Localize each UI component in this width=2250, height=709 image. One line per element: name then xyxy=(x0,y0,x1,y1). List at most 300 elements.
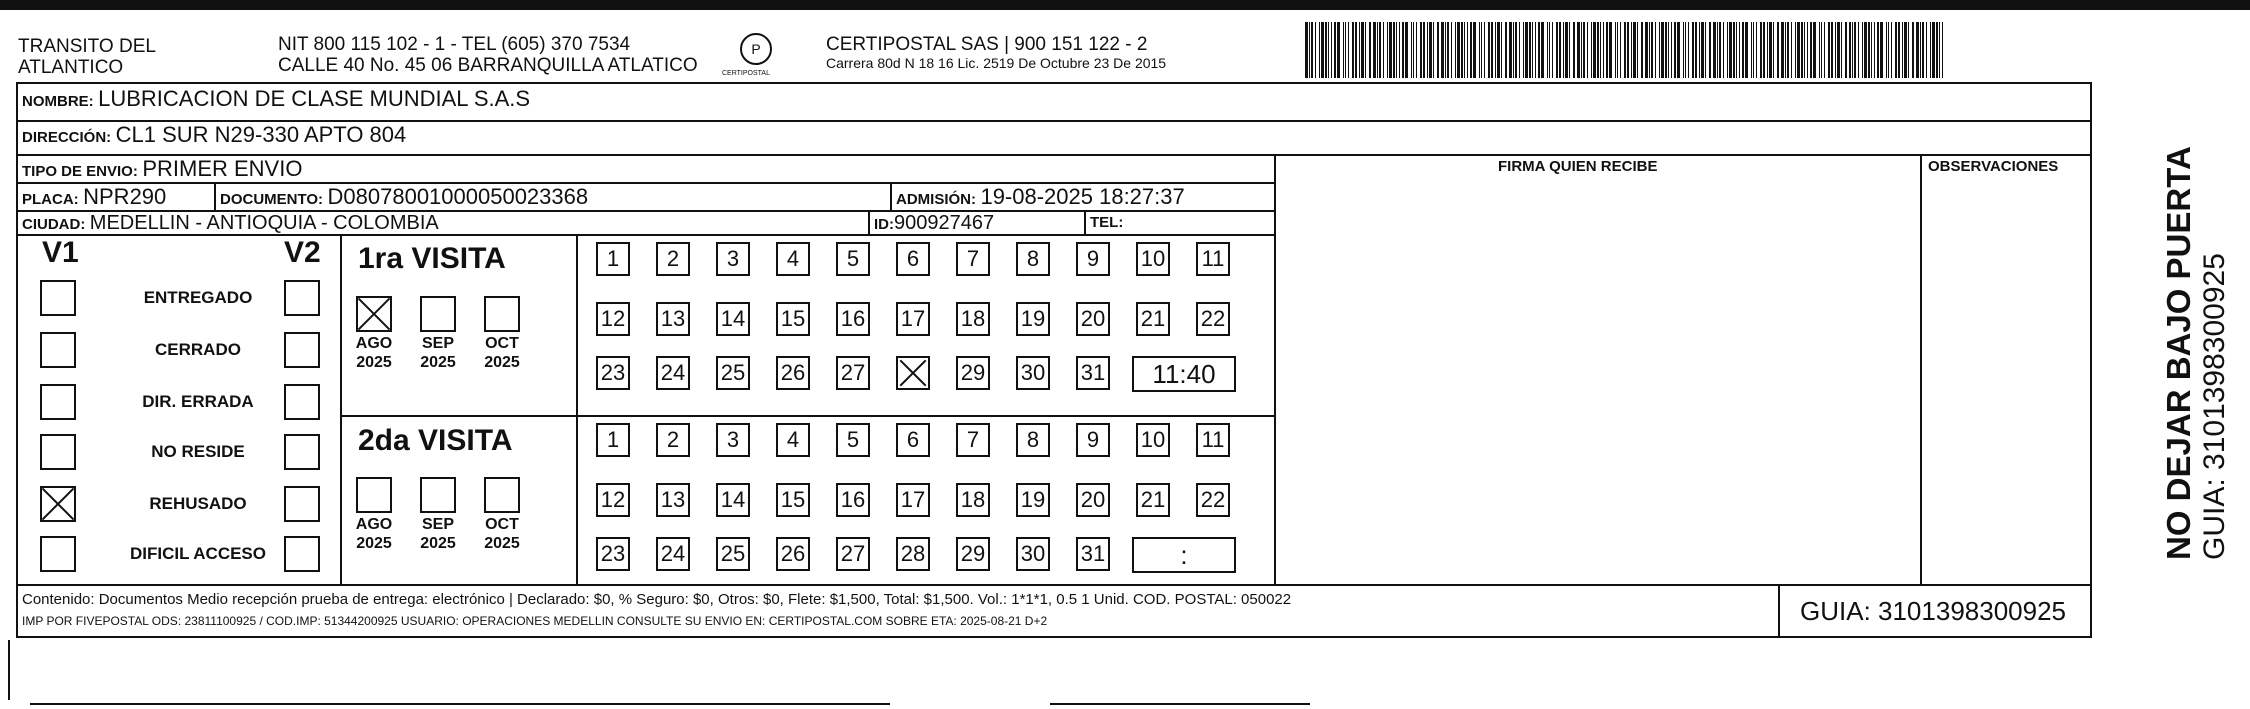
tipo-label: TIPO DE ENVIO: xyxy=(22,163,138,180)
second-day-17[interactable]: 17 xyxy=(896,483,930,517)
barcode-bar xyxy=(1633,22,1636,78)
barcode-bar xyxy=(1769,22,1772,78)
barcode-bar xyxy=(1348,22,1349,78)
first-day-20[interactable]: 20 xyxy=(1076,302,1110,336)
barcode-bar xyxy=(1874,22,1875,78)
barcode-bar xyxy=(1505,22,1507,78)
second-day-14[interactable]: 14 xyxy=(716,483,750,517)
barcode-bar xyxy=(1671,22,1672,78)
barcode-bar xyxy=(1651,22,1653,78)
barcode-bar xyxy=(1835,22,1836,78)
barcode-bar xyxy=(1627,22,1629,78)
barcode-bar xyxy=(1751,22,1752,78)
first-day-24[interactable]: 24 xyxy=(656,356,690,390)
barcode-bar xyxy=(1389,22,1392,78)
second-day-16[interactable]: 16 xyxy=(836,483,870,517)
second-day-26[interactable]: 26 xyxy=(776,537,810,571)
imp-line: IMP POR FIVEPOSTAL ODS: 23811100925 / COD.IMP: 51344200925 USUARIO: OPERACIONES MEDELLIN CONSULTE SU ENVIO EN: CERTIPOSTAL.COM SOBRE ETA: 2025-08-21 D+2 xyxy=(22,614,1048,628)
documento-value: D08078001000050023368 xyxy=(327,184,589,209)
first-day-30[interactable]: 30 xyxy=(1016,356,1050,390)
barcode-bar xyxy=(1831,22,1833,78)
v1-label: V1 xyxy=(42,236,79,269)
barcode-bar xyxy=(1880,22,1883,78)
barcode-bar xyxy=(1745,22,1748,78)
second-day-25[interactable]: 25 xyxy=(716,537,750,571)
barcode-bar xyxy=(1491,22,1493,78)
barcode-bar xyxy=(1677,22,1680,78)
first-day-25[interactable]: 25 xyxy=(716,356,750,390)
first-day-14[interactable]: 14 xyxy=(716,302,750,336)
barcode-bar xyxy=(1787,22,1789,78)
barcode-bar xyxy=(1467,22,1468,78)
barcode-bar xyxy=(1334,22,1336,78)
barcode-bar xyxy=(1573,22,1575,78)
barcode-bar xyxy=(1311,22,1313,78)
barcode-bar xyxy=(1535,22,1536,78)
v1-checkbox-3[interactable] xyxy=(40,434,76,470)
barcode-bar xyxy=(1904,22,1907,78)
v1-checkbox-0[interactable] xyxy=(40,280,76,316)
barcode-bar xyxy=(1617,22,1618,78)
barcode-bar xyxy=(1932,22,1935,78)
v1-checkbox-2[interactable] xyxy=(40,384,76,420)
barcode-bar xyxy=(1736,22,1737,78)
second-day-5[interactable]: 5 xyxy=(836,423,870,457)
barcode-bar xyxy=(1868,22,1870,78)
barcode-bar xyxy=(1319,22,1320,78)
firma-label: FIRMA QUIEN RECIBE xyxy=(1498,158,1658,175)
barcode-bar xyxy=(1606,22,1608,78)
courier-info xyxy=(826,34,1166,71)
first-day-6[interactable]: 6 xyxy=(896,242,930,276)
second-day-29[interactable]: 29 xyxy=(956,537,990,571)
barcode-bar xyxy=(1328,22,1329,78)
barcode-bar xyxy=(1797,22,1800,78)
second-day-10[interactable]: 10 xyxy=(1136,423,1170,457)
second-month-label-sep: SEP 2025 xyxy=(420,516,456,552)
barcode-bar xyxy=(1479,22,1480,78)
admision-label: ADMISIÓN: xyxy=(896,191,976,208)
first-day-15[interactable]: 15 xyxy=(776,302,810,336)
barcode-bar xyxy=(1795,22,1796,78)
second-day-7[interactable]: 7 xyxy=(956,423,990,457)
first-day-31[interactable]: 31 xyxy=(1076,356,1110,390)
first-day-2[interactable]: 2 xyxy=(656,242,690,276)
barcode-bar xyxy=(1396,22,1397,78)
second-day-6[interactable]: 6 xyxy=(896,423,930,457)
second-visit-time[interactable]: : xyxy=(1132,537,1236,573)
placa-label: PLACA: xyxy=(22,191,79,208)
barcode-bar xyxy=(1641,22,1643,78)
barcode-bar xyxy=(1402,22,1404,78)
barcode-bar xyxy=(1593,22,1596,78)
barcode-bar xyxy=(1688,22,1689,78)
barcode-bar xyxy=(1849,22,1852,78)
first-day-17[interactable]: 17 xyxy=(896,302,930,336)
barcode-bar xyxy=(1930,22,1931,78)
nombre-label: NOMBRE: xyxy=(22,93,94,110)
second-day-28[interactable]: 28 xyxy=(896,537,930,571)
barcode-bar xyxy=(1547,22,1548,78)
first-day-11[interactable]: 11 xyxy=(1196,242,1230,276)
barcode-bar xyxy=(1600,22,1601,78)
first-day-23[interactable]: 23 xyxy=(596,356,630,390)
first-month-label-ago: AGO 2025 xyxy=(355,335,393,371)
second-day-19[interactable]: 19 xyxy=(1016,483,1050,517)
barcode-bar xyxy=(1695,22,1697,78)
barcode-bar xyxy=(1862,22,1863,78)
barcode-bar xyxy=(1791,22,1792,78)
second-day-20[interactable]: 20 xyxy=(1076,483,1110,517)
first-day-7[interactable]: 7 xyxy=(956,242,990,276)
barcode-bar xyxy=(1871,22,1872,78)
barcode-bar xyxy=(1411,22,1412,78)
v2-checkbox-4[interactable] xyxy=(284,486,320,522)
barcode-bar xyxy=(1845,22,1847,78)
first-day-28[interactable] xyxy=(896,356,930,390)
second-month-checkbox-ago[interactable] xyxy=(356,477,392,513)
barcode-bar xyxy=(1674,22,1676,78)
barcode-bar xyxy=(1701,22,1704,78)
first-visit-time[interactable]: 11:40 xyxy=(1132,356,1236,392)
barcode-bar xyxy=(1399,22,1400,78)
barcode-bar xyxy=(1387,22,1388,78)
barcode-bar xyxy=(1858,22,1859,78)
ciudad-value: MEDELLIN - ANTIOQUIA - COLOMBIA xyxy=(89,212,439,234)
barcode-bar xyxy=(1828,22,1830,78)
second-day-24[interactable]: 24 xyxy=(656,537,690,571)
second-day-1[interactable]: 1 xyxy=(596,423,630,457)
top-border xyxy=(0,0,2250,10)
direccion-label: DIRECCIÓN: xyxy=(22,129,112,146)
id-value: 900927467 xyxy=(894,212,995,234)
first-month-label-sep: SEP 2025 xyxy=(420,335,456,371)
certipostal-logo-icon: P xyxy=(740,33,772,65)
first-day-1[interactable]: 1 xyxy=(596,242,630,276)
second-day-22[interactable]: 22 xyxy=(1196,483,1230,517)
barcode-bar xyxy=(1685,22,1686,78)
barcode-bar xyxy=(1457,22,1460,78)
barcode-bar xyxy=(1523,22,1524,78)
barcode-bar xyxy=(1615,22,1616,78)
barcode-bar xyxy=(1936,22,1938,78)
second-day-13[interactable]: 13 xyxy=(656,483,690,517)
tipo-value: PRIMER ENVIO xyxy=(142,156,303,181)
second-visit-label: 2da VISITA xyxy=(358,424,513,457)
barcode-bar xyxy=(1777,22,1779,78)
barcode-bar xyxy=(1801,22,1803,78)
barcode-bar xyxy=(1433,22,1434,78)
barcode-bar xyxy=(1908,22,1909,78)
status-label-3: NO RESIDE xyxy=(151,442,245,461)
logo-caption: CERTIPOSTAL xyxy=(722,70,770,77)
content-line: Contenido: Documentos Medio recepción prueba de entrega: electrónico | Declarado: $0, % Seguro: $0, Otros: $0, Flete: $1,500, Total: $1,500. Vol.: 1*1*1, 0.5 1 Unid. COD. POSTAL: 050022 xyxy=(22,591,1292,608)
barcode-bar xyxy=(1620,22,1621,78)
barcode-bar xyxy=(1587,22,1588,78)
barcode-bar xyxy=(1891,22,1892,78)
barcode-bar xyxy=(1864,22,1867,78)
barcode-bar xyxy=(1597,22,1599,78)
side-guia-number: GUIA: 3101398300925 xyxy=(2198,253,2231,560)
barcode-bar xyxy=(1699,22,1700,78)
barcode-bar xyxy=(1763,22,1765,78)
first-month-label-oct: OCT 2025 xyxy=(484,335,520,371)
first-month-checkbox-sep[interactable] xyxy=(420,296,456,332)
barcode-bar xyxy=(1352,22,1354,78)
second-month-checkbox-oct[interactable] xyxy=(484,477,520,513)
v2-label: V2 xyxy=(284,236,321,269)
first-day-21[interactable]: 21 xyxy=(1136,302,1170,336)
barcode-bar xyxy=(1603,22,1604,78)
barcode-bar xyxy=(1470,22,1472,78)
guia-number: GUIA: 3101398300925 xyxy=(1800,596,2066,626)
delivery-form xyxy=(16,82,2092,638)
barcode-bar xyxy=(1895,22,1897,78)
second-day-30[interactable]: 30 xyxy=(1016,537,1050,571)
v2-checkbox-1[interactable] xyxy=(284,332,320,368)
tel-label: TEL: xyxy=(1090,214,1124,231)
barcode-bar xyxy=(1445,22,1446,78)
barcode-bar xyxy=(1437,22,1439,78)
barcode-bar xyxy=(1563,22,1564,78)
second-month-checkbox-sep[interactable] xyxy=(420,477,456,513)
second-day-31[interactable]: 31 xyxy=(1076,537,1110,571)
barcode-bar xyxy=(1501,22,1502,78)
barcode-bar xyxy=(1719,22,1721,78)
barcode-bar xyxy=(1609,22,1612,78)
barcode-bar xyxy=(1369,22,1371,78)
first-day-19[interactable]: 19 xyxy=(1016,302,1050,336)
status-label-0: ENTREGADO xyxy=(143,288,253,307)
barcode-bar xyxy=(1723,22,1724,78)
barcode-bar xyxy=(1926,22,1927,78)
first-day-4[interactable]: 4 xyxy=(776,242,810,276)
barcode-bar xyxy=(1661,22,1664,78)
barcode-bar xyxy=(1824,22,1825,78)
barcode-bar xyxy=(1451,22,1452,78)
status-label-2: DIR. ERRADA xyxy=(142,392,254,411)
second-day-15[interactable]: 15 xyxy=(776,483,810,517)
first-day-27[interactable]: 27 xyxy=(836,356,870,390)
bottom-line-1 xyxy=(30,703,890,705)
second-day-21[interactable]: 21 xyxy=(1136,483,1170,517)
barcode-bar xyxy=(1898,22,1900,78)
barcode-bar xyxy=(1877,22,1879,78)
barcode-bar xyxy=(1569,22,1570,78)
barcode-bar xyxy=(1939,22,1940,78)
barcode-bar xyxy=(1416,22,1417,78)
barcode-bar xyxy=(1668,22,1669,78)
first-day-13[interactable]: 13 xyxy=(656,302,690,336)
second-month-label-oct: OCT 2025 xyxy=(484,516,520,552)
barcode-bar xyxy=(1705,22,1706,78)
barcode-bar xyxy=(1413,22,1414,78)
first-day-29[interactable]: 29 xyxy=(956,356,990,390)
barcode-bar xyxy=(1655,22,1656,78)
barcode-bar xyxy=(1852,22,1853,78)
barcode-bar xyxy=(1481,22,1482,78)
nombre-value: LUBRICACION DE CLASE MUNDIAL S.A.S xyxy=(98,86,531,111)
barcode-bar xyxy=(1810,22,1812,78)
barcode-bar xyxy=(1488,22,1490,78)
side-notice xyxy=(2160,146,2232,560)
first-day-8[interactable]: 8 xyxy=(1016,242,1050,276)
barcode-bar xyxy=(1455,22,1456,78)
barcode-bar xyxy=(1767,22,1768,78)
first-day-3[interactable]: 3 xyxy=(716,242,750,276)
barcode-bar xyxy=(1659,22,1660,78)
barcode-bar xyxy=(1377,22,1378,78)
barcode-bar xyxy=(1345,22,1346,78)
barcode-bar xyxy=(1423,22,1425,78)
barcode-bar xyxy=(1692,22,1694,78)
org-line-1: TRANSITO DEL xyxy=(18,36,156,57)
second-day-18[interactable]: 18 xyxy=(956,483,990,517)
barcode-bar xyxy=(1854,22,1856,78)
barcode-bar xyxy=(1922,22,1924,78)
v1-checkbox-1[interactable] xyxy=(40,332,76,368)
barcode-bar xyxy=(1717,22,1718,78)
barcode-bar xyxy=(1637,22,1638,78)
barcode-bar xyxy=(1729,22,1732,78)
v2-checkbox-0[interactable] xyxy=(284,280,320,316)
barcode-bar xyxy=(1709,22,1711,78)
barcode-bar xyxy=(1733,22,1735,78)
second-day-3[interactable]: 3 xyxy=(716,423,750,457)
barcode-bar xyxy=(1429,22,1432,78)
barcode-bar xyxy=(1373,22,1376,78)
status-label-5: DIFICIL ACCESO xyxy=(129,544,266,563)
first-day-22[interactable]: 22 xyxy=(1196,302,1230,336)
v2-checkbox-3[interactable] xyxy=(284,434,320,470)
documento-label: DOCUMENTO: xyxy=(220,191,324,208)
barcode-bar xyxy=(1665,22,1667,78)
barcode-bar xyxy=(1942,22,1943,78)
barcode-bar xyxy=(1807,22,1808,78)
first-month-checkbox-oct[interactable] xyxy=(484,296,520,332)
barcode-bar xyxy=(1760,22,1762,78)
barcode-bar xyxy=(1819,22,1820,78)
left-margin-line xyxy=(8,640,10,700)
second-day-23[interactable]: 23 xyxy=(596,537,630,571)
org-name xyxy=(18,36,156,78)
barcode-bar xyxy=(1886,22,1887,78)
v2-checkbox-2[interactable] xyxy=(284,384,320,420)
barcode-bar xyxy=(1325,22,1327,78)
barcode-bar xyxy=(1359,22,1360,78)
barcode-bar xyxy=(1683,22,1684,78)
nit-line: NIT 800 115 102 - 1 - TEL (605) 370 7534 xyxy=(278,34,631,55)
barcode-bar xyxy=(1473,22,1476,78)
v2-checkbox-5[interactable] xyxy=(284,536,320,572)
barcode-bar xyxy=(1513,22,1514,78)
barcode-bar xyxy=(1441,22,1444,78)
barcode-bar xyxy=(1773,22,1774,78)
first-day-16[interactable]: 16 xyxy=(836,302,870,336)
barcode-bar xyxy=(1361,22,1364,78)
barcode-bar xyxy=(1565,22,1568,78)
first-day-18[interactable]: 18 xyxy=(956,302,990,336)
second-day-4[interactable]: 4 xyxy=(776,423,810,457)
barcode-bar xyxy=(1305,22,1308,78)
barcode-bar xyxy=(1804,22,1805,78)
barcode-bar xyxy=(1355,22,1357,78)
barcode-bar xyxy=(1309,22,1310,78)
second-day-27[interactable]: 27 xyxy=(836,537,870,571)
first-visit-label: 1ra VISITA xyxy=(358,242,506,275)
ciudad-label: CIUDAD: xyxy=(22,216,86,233)
barcode-bar xyxy=(1525,22,1528,78)
first-day-5[interactable]: 5 xyxy=(836,242,870,276)
barcode-bar xyxy=(1515,22,1517,78)
barcode-bar xyxy=(1556,22,1558,78)
second-day-8[interactable]: 8 xyxy=(1016,423,1050,457)
barcode-bar xyxy=(1552,22,1553,78)
barcode-bar xyxy=(1379,22,1381,78)
barcode-bar xyxy=(1497,22,1500,78)
id-label: ID: xyxy=(874,216,894,233)
barcode-bar xyxy=(1742,22,1744,78)
second-month-label-ago: AGO 2025 xyxy=(355,516,393,552)
barcode-bar xyxy=(1727,22,1728,78)
barcode-bar xyxy=(1912,22,1914,78)
barcode-bar xyxy=(1624,22,1626,78)
barcode-bar xyxy=(1529,22,1531,78)
barcode-bar xyxy=(1781,22,1784,78)
barcode-bar xyxy=(1821,22,1822,78)
no-dejar-bajo-puerta: NO DEJAR BAJO PUERTA xyxy=(2160,146,2197,560)
second-day-2[interactable]: 2 xyxy=(656,423,690,457)
org-line-2: ATLANTICO xyxy=(18,57,124,78)
barcode xyxy=(1305,22,1945,78)
barcode-bar xyxy=(1365,22,1366,78)
barcode-bar xyxy=(1631,22,1632,78)
barcode-bar xyxy=(1427,22,1428,78)
barcode-bar xyxy=(1739,22,1740,78)
barcode-bar xyxy=(1509,22,1512,78)
barcode-bar xyxy=(1420,22,1422,78)
barcode-bar xyxy=(1581,22,1582,78)
second-day-11[interactable]: 11 xyxy=(1196,423,1230,457)
barcode-bar xyxy=(1321,22,1324,78)
admision-value: 19-08-2025 18:27:37 xyxy=(980,184,1185,209)
second-day-12[interactable]: 12 xyxy=(596,483,630,517)
second-day-9[interactable]: 9 xyxy=(1076,423,1110,457)
barcode-bar xyxy=(1541,22,1544,78)
first-day-9[interactable]: 9 xyxy=(1076,242,1110,276)
first-month-checkbox-ago[interactable] xyxy=(356,296,392,332)
barcode-bar xyxy=(1841,22,1842,78)
barcode-bar xyxy=(1383,22,1384,78)
barcode-bar xyxy=(1464,22,1465,78)
barcode-bar xyxy=(1343,22,1344,78)
license-line: Carrera 80d N 18 16 Lic. 2519 De Octubre 23 De 2015 xyxy=(826,55,1167,71)
barcode-bar xyxy=(1713,22,1716,78)
barcode-bar xyxy=(1484,22,1485,78)
first-day-12[interactable]: 12 xyxy=(596,302,630,336)
v1-checkbox-4[interactable] xyxy=(40,486,76,522)
barcode-bar xyxy=(1756,22,1757,78)
first-day-26[interactable]: 26 xyxy=(776,356,810,390)
barcode-bar xyxy=(1583,22,1585,78)
status-label-4: REHUSADO xyxy=(149,494,247,513)
first-day-10[interactable]: 10 xyxy=(1136,242,1170,276)
v1-checkbox-5[interactable] xyxy=(40,536,76,572)
barcode-bar xyxy=(1649,22,1650,78)
status-label-1: CERRADO xyxy=(155,340,241,359)
barcode-bar xyxy=(1447,22,1449,78)
barcode-bar xyxy=(1331,22,1332,78)
